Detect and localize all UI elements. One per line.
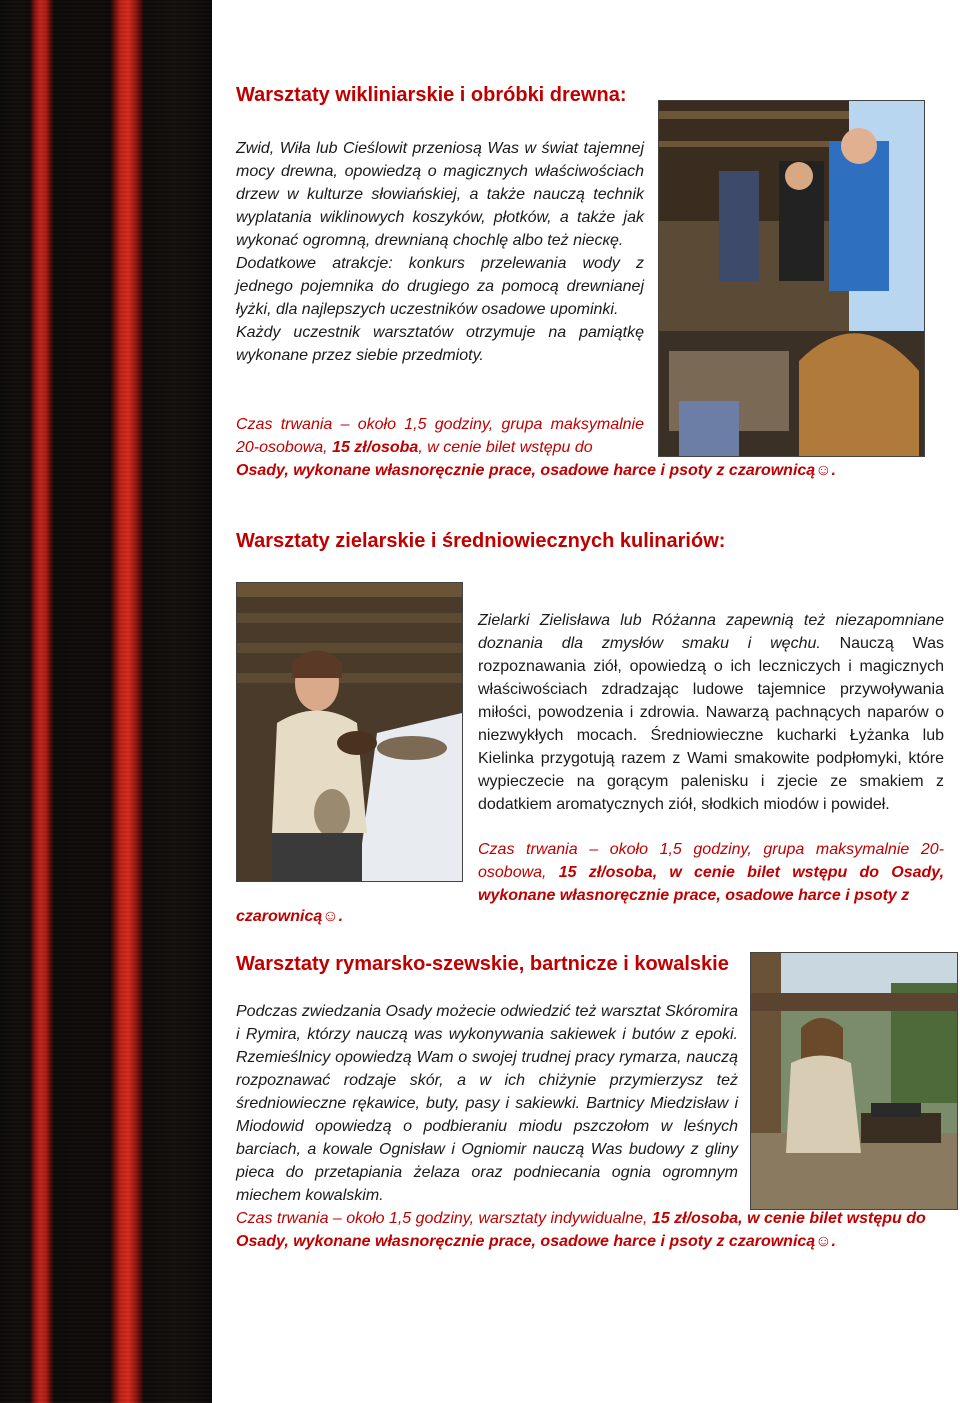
section1-end: .	[831, 462, 836, 479]
section2-price: 15 zł/osoba	[558, 864, 653, 881]
section2-para1a: Zielarki Zielisława lub Różanna zapewnią też niezapomniane doznania dla zmysłów smaku i węchu.	[478, 612, 944, 652]
section1-price: 15 zł/osoba	[332, 439, 419, 456]
section2-info-a: Czas trwania – około 1,5 godziny, grupa maksymalnie 20-osobowa,	[478, 841, 944, 881]
section3-info-a: Czas trwania – około 1,5 godziny, warsztaty indywidualne,	[236, 1210, 652, 1227]
section2-heading: Warsztaty zielarskie i średniowiecznych kulinariów:	[236, 530, 726, 552]
section3-end: .	[831, 1233, 836, 1250]
section3-info-b: , w cenie bilet wstępu do Osady, wykonane własnoręcznie prace, osadowe harce i psoty z czarownicą	[236, 1210, 926, 1250]
craftsman-photo	[750, 952, 958, 1210]
smiley-icon: ☺	[815, 462, 832, 479]
section2-info-last-line	[236, 905, 343, 928]
section2-info-b: , w cenie bilet wstępu do Osady, wykonane własnoręcznie prace, osadowe harce i psoty z	[478, 864, 945, 904]
wicker-workshop-photo	[658, 100, 925, 457]
section1-info-a: Czas trwania – około 1,5 godziny, grupa maksymalnie 20-osobowa,	[236, 416, 644, 456]
section2-para1b: Nauczą Was rozpoznawania ziół, opowiedzą o ich leczniczych i magicznych właściwościach zdradzając ludowe tajemnice przywoływania miłości, powodzenia i zdrowia. Nawarzą pachnących naparów o niezwykłych mocach. Średniowieczne kucharki Łyżanka lub Kielinka przygotują razem z Wami smakowite podpłomyki, które wypieczecie na gorącym palenisku i zjecie ze smakiem z dodatkiem aromatycznych ziół, słodkich miodów i powideł.	[478, 635, 944, 813]
section1-info-lines	[236, 413, 644, 459]
section1-info-b: , w cenie bilet wstępu do	[418, 439, 593, 456]
woven-red-black-stripe	[0, 0, 212, 1403]
section2-info	[478, 838, 944, 907]
section1-para2: Dodatkowe atrakcje: konkurs przelewania wody z jednego pojemnika do drugiego za pomocą drewnianej łyżki, dla najlepszych uczestników osadowe upominki.	[236, 255, 644, 318]
section3-para1b: Rzemieślnicy opowiedzą Wam o swojej trudnej pracy rymarza, nauczą rozpoznawać rodzaje skór, a w ich chiżynie przymierzysz też średniowieczne rękawice, buty, pasy i sakiewki. Bartnicy Miedzisław i Miodowid opowiedzą o podbieraniu miodu pszczołom w leśnych barciach, a kowale Ognisław i Ogniomir nauczą Was budowy z gliny pieca do przetapiania żelaza oraz podniecania ognia ogromnym miechem kowalskim.	[236, 1049, 738, 1204]
section1-body	[236, 137, 644, 367]
section3-info	[236, 1207, 944, 1253]
section2-end: .	[338, 908, 344, 925]
section3-body	[236, 1000, 738, 1207]
smiley-icon: ☺	[322, 908, 339, 925]
section2-body	[478, 609, 944, 816]
section3-para1a: Podczas zwiedzania Osady możecie odwiedzić też warsztat Skóromira i Rymira, którzy nauczą was wykonywania sakiewek i butów z epoki.	[236, 1003, 738, 1043]
smiley-icon: ☺	[815, 1233, 832, 1250]
section1-info-last-line	[236, 459, 956, 482]
section3-heading: Warsztaty rymarsko-szewskie, bartnicze i kowalskie	[236, 953, 729, 975]
section1-heading: Warsztaty wikliniarskie i obróbki drewna:	[236, 84, 627, 106]
section1-para3: Każdy uczestnik warsztatów otrzymuje na pamiątkę wykonane przez siebie przedmioty.	[236, 324, 644, 364]
section3-price: 15 zł/osoba	[651, 1210, 739, 1227]
section1-para1: Zwid, Wiła lub Cieślowit przeniosą Was w świat tajemnej mocy drewna, opowiedzą o magicznych właściwościach drzew w kulturze słowiańskiej, a także nauczą technik wyplatania wiklinowych koszyków, płotków, a także jak wykonać ogromną, drewnianą chochlę albo też niecкę.	[236, 140, 644, 249]
herbalist-photo	[236, 582, 463, 882]
section1-info-c: Osady, wykonane własnoręcznie prace, osadowe harce i psoty z czarownicą	[236, 462, 816, 479]
section2-info-c: czarownicą	[236, 908, 323, 925]
